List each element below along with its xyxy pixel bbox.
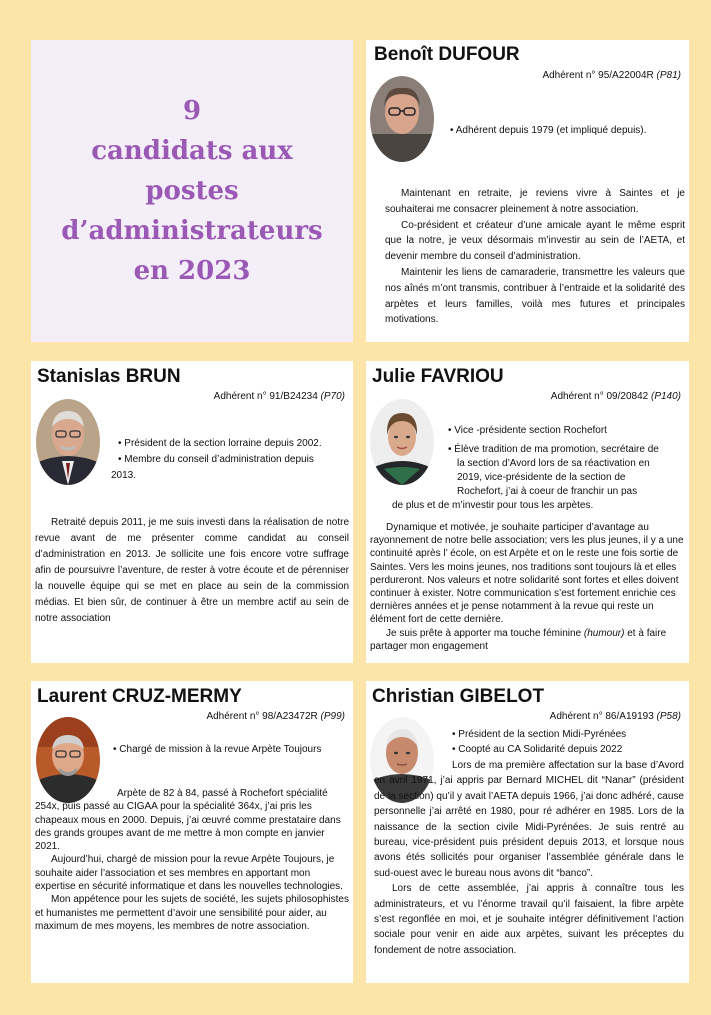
candidate-bullets: • Président de la section Midi-Pyrénées • Coopté au CA Solidarité depuis 2022 — [452, 729, 627, 755]
candidate-name: Benoît DUFOUR — [374, 44, 520, 65]
title-panel — [31, 40, 353, 342]
candidate-name: Christian GIBELOT — [372, 686, 545, 707]
page-title: 9 candidats aux postes d’administrateurs en 2023 — [61, 96, 323, 286]
candidate-card-brun — [31, 361, 353, 663]
member-number: Adhérent n° 95/A22004R (P81) — [542, 70, 681, 81]
candidate-name: Laurent CRUZ-MERMY — [37, 686, 242, 707]
candidate-card-favriou — [366, 361, 689, 663]
candidate-name: Julie FAVRIOU — [372, 366, 504, 387]
candidate-card-dufour — [366, 40, 689, 342]
candidate-statement: Lors de ma première affectation sur la base d’Avord en avril 1971, j’ai appris par Bernard MICHEL dit “Nanar” (président de la section) qu’il y avait l’AETA depuis 1966, j’ai donc adhéré, cause personnelle j’ai arrêté en 1980, pour ré adhérer en 1985. Lors de la naissance de la section civile Midi-Pyrénées. Je suis rentré au bureau, vice-président puis président depuis 2013, et lorsque nous avons étés sollicités pour organiser l’assemblée générale dans le sud-ouest avec le bureau nous avons dit “banco”. Lors de cette assemblée, j’ai appris à connaître tous les administrateurs, et vu l’énorme travail qu’il faisaient, la fibre arpète s’est regonflée en moi, et je souhaite intégrer définitivement l’action sociale pour venir en aide aux arpètes, suivant les préceptes du fondement de notre association. — [374, 760, 684, 956]
candidate-photo — [370, 399, 434, 485]
candidate-name: Stanislas BRUN — [37, 366, 181, 387]
candidate-photo — [36, 399, 100, 485]
candidate-statement: Maintenant en retraite, je reviens vivre à Saintes et je souhaiterai me consacrer pleinement à notre association. Co-président et créateur d’une amicale ayant le même esprit que la notre, je veux désormais m’investir au sein de l’AETA, et devenir membre du conseil d’administration. Maintenir les liens de camaraderie, transmettre les valeurs que nos aînés m’ont transmis, contribuer à l’entraide et la solidarité des arpètes et leurs familles, voilà mes futures et principales motivations. — [385, 188, 685, 326]
candidate-bullets: • Chargé de mission à la revue Arpète Toujours — [113, 744, 322, 755]
candidate-statement: Dynamique et motivée, je souhaite participer d’avantage au rayonnement de notre belle association; vers les plus jeunes, il y a une continuité après l’ école, on est Arpète et on le reste une fois sortie de Saintes. Vers les moins jeunes, nos traditions sont toujours là et elles perdureront. Nos valeurs et notre solidarité sont fortes et elles doivent continuer à exister. Notre communication s’est fortement enrichie ces dernières années et je pense notamment à la revue qui reste un élément fort de cette dernière. Je suis prête à apporter ma touche féminine (humour) et à faire partager mon engagement — [370, 522, 684, 652]
candidate-statement: Retraité depuis 2011, je me suis investi dans la réalisation de notre revue avant de me présenter comme candidat au conseil d’administration en 2013. Je sollicite une fois encore votre suffrage afin de poursuivre l’aventure, de rester à votre écoute et de pérenniser la nouvelle équipe qui se met en place au sein de la commission médias. Et bien sûr, de continuer à être un membre actif au sein de notre association — [35, 517, 349, 624]
candidate-bullets: • Vice -présidente section Rochefort • Élève tradition de ma promotion, secrétaire de la section d’Avord lors de sa réactivation en 2019, vice-présidente de la section de Rochefort, j’ai à coeur de franchir un pas de plus et de m’investir pour tous les arpètes. — [392, 425, 659, 511]
candidate-bullets: • Président de la section lorraine depuis 2002. • Membre du conseil d’administration depuis 2013. — [111, 438, 322, 481]
candidate-statement: Arpète de 82 à 84, passé à Rochefort spécialité 254x, puis passé au CIGAA pour la spécialité 364x, j’ai pris les chapeaux mous en 2000. Depuis, j’ai œuvré comme prestataire dans des grands groupes avant de me mettre à mon compte en janvier 2021. Aujourd’hui, chargé de mission pour la revue Arpète Toujours, je souhaite aider l’association et ses membres en apportant mon expertise en sécurité informatique et dans les nouvelles technologies. Mon appétence pour les sujets de société, les sujets philosophistes et humanistes me permettent d’avoir une sensibilité pour aider, au maximum de mes moyens, les membres de notre association. — [35, 788, 349, 932]
member-number: Adhérent n° 91/B24234 (P70) — [213, 391, 345, 402]
member-number: Adhérent n° 09/20842 (P140) — [550, 391, 681, 402]
member-number: Adhérent n° 98/A23472R (P99) — [206, 711, 345, 722]
candidate-card-cruz — [31, 681, 353, 983]
candidate-photo — [370, 76, 434, 162]
member-number: Adhérent n° 86/A19193 (P58) — [549, 711, 681, 722]
candidate-card-gibelot — [366, 681, 689, 983]
candidate-bullets: • Adhérent depuis 1979 (et impliqué depuis). — [450, 125, 647, 136]
